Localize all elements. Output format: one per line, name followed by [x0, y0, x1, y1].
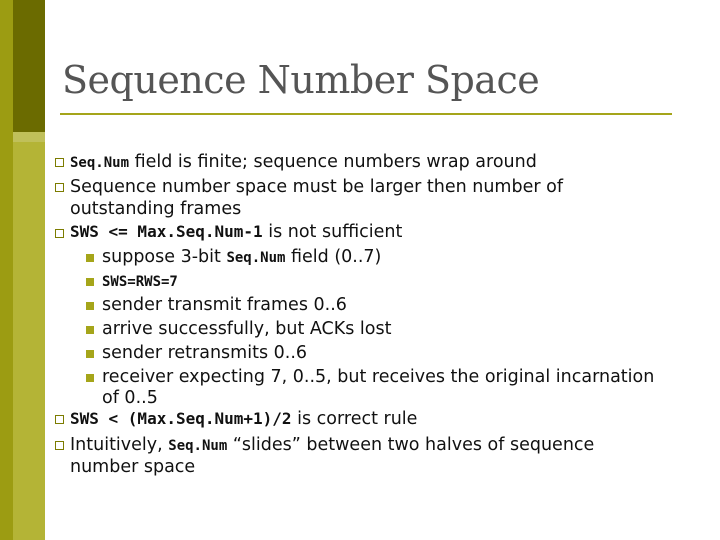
- sub-bullet-line: SWS=RWS=7: [102, 274, 178, 290]
- bullet-line: Sequence number space must be larger then number of: [70, 177, 563, 197]
- sub-bullet-line: receiver expecting 7, 0..5, but receives the original incarnation: [102, 367, 655, 387]
- sub-bullet-square-icon: [86, 350, 94, 358]
- title-underline: [60, 113, 672, 115]
- bullet-square-icon: [55, 183, 64, 192]
- sub-bullet-line: suppose 3-bit Seq.Num field (0..7): [102, 247, 382, 267]
- bullet-line: Intuitively, Seq.Num “slides” between two halves of sequence: [70, 435, 595, 455]
- bullet-square-icon: [55, 229, 64, 238]
- sub-bullet-line: sender transmit frames 0..6: [102, 295, 347, 315]
- bullet-square-icon: [55, 441, 64, 450]
- accent-band-mid: [13, 132, 45, 142]
- bullet-line: Seq.Num field is finite; sequence numbers wrap around: [70, 152, 537, 172]
- bullet-line-continued: number space: [70, 457, 196, 477]
- accent-band-dark: [13, 0, 45, 132]
- sub-bullet-square-icon: [86, 254, 94, 262]
- sub-bullet-line: sender retransmits 0..6: [102, 343, 308, 363]
- sub-bullet-square-icon: [86, 326, 94, 334]
- slide-title: Sequence Number Space: [62, 58, 540, 102]
- bullet-line: SWS < (Max.Seq.Num+1)/2 is correct rule: [70, 409, 418, 429]
- sub-bullet-square-icon: [86, 278, 94, 286]
- bullet-square-icon: [55, 158, 64, 167]
- left-accent-stripe: [0, 0, 13, 540]
- sub-bullet-square-icon: [86, 302, 94, 310]
- sub-bullet-square-icon: [86, 374, 94, 382]
- sub-bullet-line: arrive successfully, but ACKs lost: [102, 319, 392, 339]
- bullet-line-continued: outstanding frames: [70, 199, 242, 219]
- bullet-square-icon: [55, 415, 64, 424]
- left-accent-band: [13, 0, 45, 540]
- sub-bullet-line-continued: of 0..5: [102, 388, 158, 408]
- bullet-line: SWS <= Max.Seq.Num-1 is not sufficient: [70, 222, 403, 242]
